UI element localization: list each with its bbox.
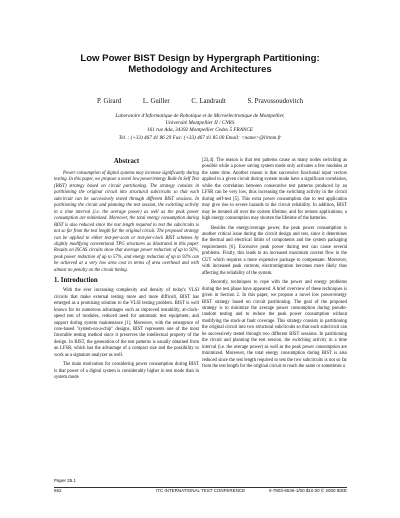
conference-name: ITC INTERNATIONAL TEST CONFERENCE — [155, 488, 246, 493]
affiliation-contact: Tel. : (+33) 467 41 86 29 Fax: (+33) 467 41 85 00 Email: <name>@lirmm.fr — [118, 134, 282, 141]
author-4: S. Pravossoudovitch — [247, 98, 303, 105]
right-paragraph-2: Besides the energy/average power, the peak power consumption is another critical issue during the circuit design and test, since it determines the thermal and electrical limits of components and the system packaging requirements [6]. Excessive peak power during test can cause several problems. Firstly, this leads to an increased maximum current flow in the CUT which requires a more expensive package to compensate. Moreover, with increased peak currents, electromigration becomes more likely thus affecting the reliability of the system. — [202, 225, 347, 276]
affiliation-line-1: Laboratoire d'Informatique de Robotique et de Microélectronique de Montpellier, — [115, 113, 285, 119]
abstract-heading: Abstract — [113, 158, 140, 165]
introduction-paragraph-1: With the ever increasing complexity and density of today's VLSI circuits that make external testing more and more difficult, BIST has emerged as a promising solution to the VLSI testing problem. BIST is well known for its numerous advantages such as improved testability, at-clock-speed test of modules, reduced need for automatic test equipment, and support during system maintenance [1]. Moreover, with the emergence of core-based "system-on-a-chip" designs, BIST represents one of the most favorable testing method since it preserves the intellectual property of the design. In BIST, the generation of the test patterns is usually obtained from an LFSR, which has the advantage of a compact size and the possibility to work as a signature analyzer as well. — [54, 288, 199, 358]
left-column — [54, 158, 199, 385]
introduction-heading: 1. Introduction — [54, 277, 98, 285]
right-column — [202, 158, 347, 374]
author-3: C. Landrault — [191, 98, 226, 105]
introduction-paragraph-2: The main motivation for considering power consumption during BIST is that power of a digital system is considerably higher in test mode than in system mode — [54, 362, 199, 381]
author-2: L. Guiller — [142, 98, 170, 105]
isbn-copyright: 0-7803-6546-1/00 $10.00 © 2000 IEEE — [268, 488, 347, 493]
right-paragraph-1: [23,4]. The reason is that test patterns cause as many nodes switching as possible while a power saving system mode only activates a few modules at the same time. Another reason is that successive functional input vectors applied to a given circuit during system mode have a significant correlation, while the correlation between consecutive test patterns produced by an LFSR can be very low, thus increasing the switching activity in the circuit during self-test [5]. This extra power consumption due to test application may give rise to severe hazards to the circuit reliability. In addition, BIST may be iterated all over the system lifetime, and for remote applications, a high energy consumption may shorten the lifetime of the batteries. — [202, 158, 347, 222]
page-number: 652 — [54, 488, 62, 493]
title-line-2: Methodology and Architectures — [128, 64, 272, 75]
affiliation-line-3: 161 rue Ada, 34392 Montpellier Cedex 5 FRANCE — [147, 127, 253, 134]
paper-title — [0, 53, 400, 75]
title-line-1: Low Power BIST Design by Hypergraph Partitioning: — [80, 53, 320, 64]
affiliation — [0, 113, 400, 142]
abstract-text: Power consumption of digital systems may increase significantly during testing. In this paper, we propose a novel low power/energy Built-In Self Test (BIST) strategy based on circuit partitioning. The strategy consists in partitioning the original circuit into structural subcircuits so that each subcircuit can be successively tested through different BIST sessions. In partitioning the circuit and planning the test session, the switching activity in a time interval (i.e. the average power) as well as the peak power consumption are minimized. Moreover, the total energy consumption during BIST is also reduced since the test length required to test the subcircuits is not so far from the test length for the original circuit. The proposed strategy can be applied to either test-per-scan or test-per-clock BIST schemes by slightly modifying conventional TPG structures as illustrated in this paper. Results on ISCAS circuits show that average power reduction of up to 92%, peak power reduction of up to 57%, and energy reduction of up to 92% can be achieved at a very low area cost in terms of area overhead and with almost no penalty on the circuit timing. — [54, 171, 199, 273]
right-paragraph-3: Recently, techniques to cope with the power and energy problems during the test phase have appeared. A brief overview of these techniques is given in Section 2. In this paper, we propose a novel low power/energy BIST strategy based on circuit partitioning. The goal of the proposed strategy is to minimize the average power consumption during pseudo-random testing and to reduce the peak power consumption without modifying the stuck-at fault coverage. This strategy consists in partitioning the original circuit into two structural subcircuits so that each subcircuit can be successively tested through two different BIST sessions. In partitioning the circuit and planning the test session, the switching activity in a time interval (i.e. the average power) as well as the peak power consumption are minimized. Moreover, the total energy consumption during BIST is also reduced since the test length required to test the two subcircuits is not so far from the test length for the original circuit to reach the same or sometimes a — [202, 280, 347, 370]
author-1: P. Girard — [97, 98, 122, 105]
author-list — [0, 98, 400, 106]
paper-number: Paper 25.1 — [54, 478, 77, 483]
affiliation-line-2: Université Montpellier II / CNRS — [165, 120, 235, 127]
